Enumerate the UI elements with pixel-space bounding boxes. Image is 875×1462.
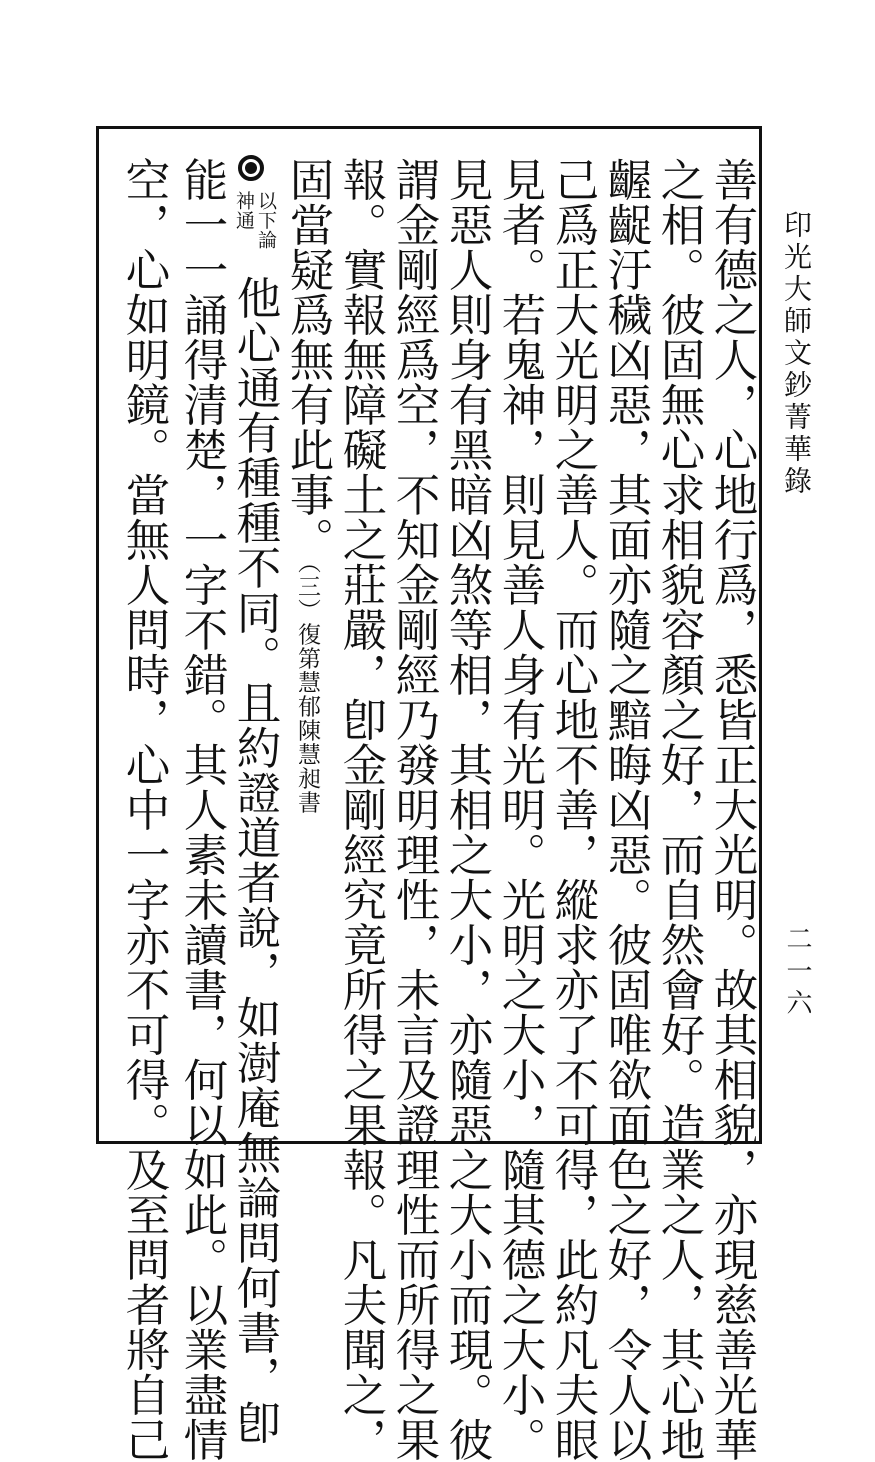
text-column-10 — [230, 151, 278, 1445]
column-9-text: 固當疑爲無有此事。 — [282, 157, 333, 562]
text-column-6: 見惡人則身有黑暗凶煞等相，其相之大小，亦隨惡之大小而現。彼 — [441, 157, 492, 1462]
subheading-line-1: 以下論 — [255, 191, 277, 250]
text-column-9 — [283, 157, 331, 815]
text-column-7: 謂金剛經爲空，不知金剛經乃發明理性，未言及證理性而所得之果 — [388, 157, 439, 1462]
bullet-circle-icon — [234, 151, 274, 191]
text-column-4: 己爲正大光明之善人。而心地不善，縱求亦了不可得，此約凡夫眼 — [547, 157, 598, 1462]
text-frame — [96, 126, 762, 1462]
subheading-line-2: 神通 — [233, 191, 255, 230]
text-column-11: 能一一誦得清楚，一字不錯。其人素未讀書，何以如此。以業盡情 — [176, 157, 227, 1462]
running-title: 印光大師文鈔菁華錄 — [780, 210, 813, 498]
section-subheading — [232, 191, 278, 275]
text-column-5: 見者。若鬼神，則見善人身有光明。光明之大小，隨其德之大小。 — [494, 157, 545, 1462]
letter-title-note: （三）復第慧郁陳慧昶書 — [294, 562, 320, 815]
text-column-1: 善有德之人，心地行爲，悉皆正大光明。故其相貌，亦現慈善光華 — [706, 157, 757, 1462]
text-column-12: 空，心如明鏡。當無人問時，心中一字亦不可得。及至問者將自己 — [118, 157, 169, 1462]
page-number: 二一六 — [782, 925, 812, 1021]
text-column-8: 報。實報無障礙土之莊嚴，卽金剛經究竟所得之果報。凡夫聞之， — [335, 157, 386, 1462]
text-column-2: 之相。彼固無心求相貌容顏之好，而自然會好。造業之人，其心地 — [653, 157, 704, 1462]
column-10-text: 他心通有種種不同。且約證道者說，如澍庵無論問何書，卽 — [229, 275, 280, 1445]
text-column-3: 齷齪汙穢凶惡，其面亦隨之黯晦凶惡。彼固唯欲面色之好，令人以 — [600, 157, 651, 1462]
